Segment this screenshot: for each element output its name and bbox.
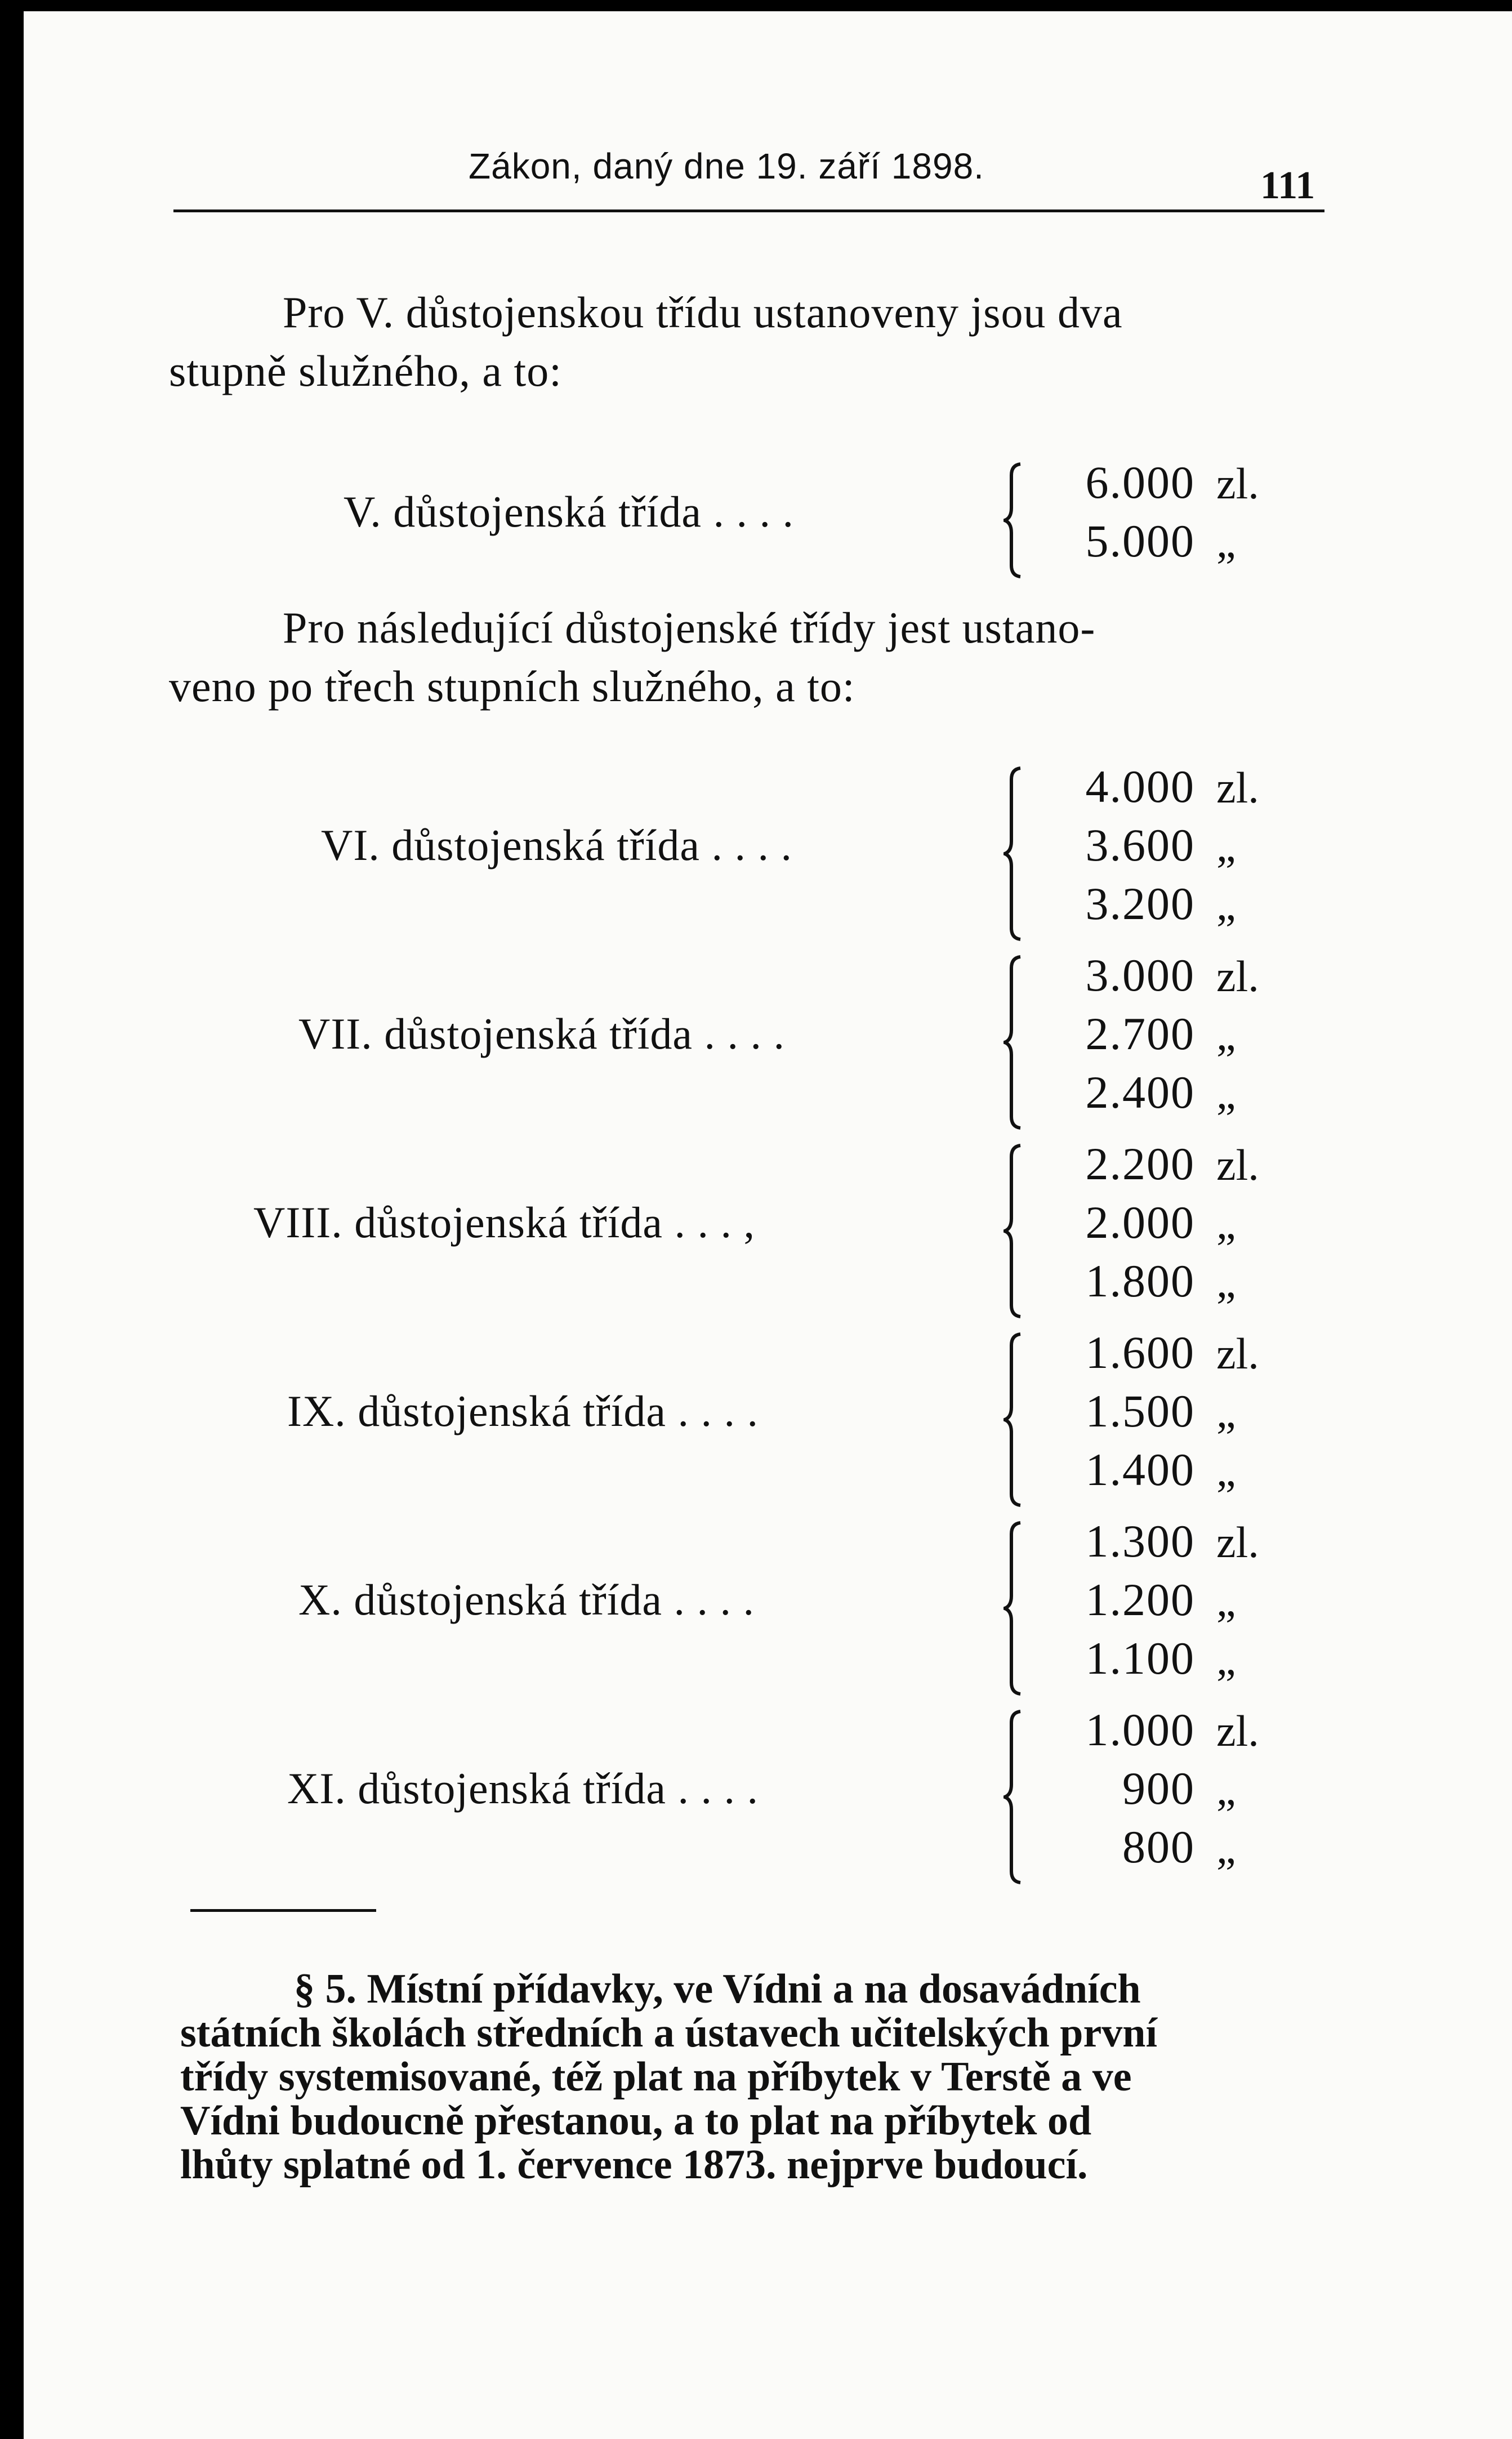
currency-unit: zl. (1216, 459, 1259, 508)
footnote-line: státních školách středních a ústavech učitelských první (180, 2010, 1158, 2056)
page-number: 111 (1260, 164, 1315, 207)
salary-amount: 900 (1122, 1763, 1195, 1814)
class-label: VIII. důstojenská třída . . . , (253, 1198, 755, 1247)
middle-paragraph-line: Pro následující důstojenské třídy jest ustano- (283, 603, 1096, 652)
class-label: V. důstojenská třída . . . . (344, 487, 795, 536)
salary-amount: 1.200 (1085, 1574, 1195, 1625)
currency-unit: „ (1216, 1069, 1236, 1118)
footnote-line: lhůty splatné od 1. července 1873. nejprve budoucí. (180, 2142, 1088, 2188)
currency-unit: zl. (1216, 1706, 1259, 1755)
salary-amount: 6.000 (1085, 457, 1195, 508)
salary-amount: 1.000 (1085, 1704, 1195, 1755)
salary-amount: 1.300 (1085, 1515, 1195, 1567)
currency-unit: „ (1216, 1823, 1236, 1872)
salary-amount: 1.500 (1085, 1385, 1195, 1437)
currency-unit: „ (1216, 1258, 1236, 1307)
salary-amount: 5.000 (1085, 515, 1195, 567)
class-label: IX. důstojenská třída . . . . (287, 1386, 759, 1435)
salary-amount: 2.000 (1085, 1197, 1195, 1248)
currency-unit: „ (1216, 822, 1236, 871)
salary-amount: 4.000 (1085, 761, 1195, 812)
currency-unit: „ (1216, 1388, 1236, 1437)
footnote-line: § 5. Místní přídavky, ve Vídni a na dosavádních (294, 1966, 1141, 2012)
salary-amount: 2.400 (1085, 1067, 1195, 1118)
salary-amount: 2.200 (1085, 1138, 1195, 1189)
brace-icon (1003, 1521, 1026, 1696)
brace-icon (1003, 1332, 1026, 1508)
currency-unit: „ (1216, 1446, 1236, 1495)
header-rule (173, 209, 1324, 212)
footnote-line: třídy systemisované, též plat na příbytek v Terstě a ve (180, 2054, 1132, 2100)
class-label: VI. důstojenská třída . . . . (321, 821, 793, 870)
brace-icon (1003, 462, 1026, 579)
currency-unit: zl. (1216, 1329, 1259, 1378)
salary-amount: 3.600 (1085, 819, 1195, 871)
brace-icon (1003, 766, 1026, 942)
salary-amount: 1.800 (1085, 1255, 1195, 1307)
currency-unit: „ (1216, 1765, 1236, 1814)
footnote-line: Vídni budoucně přestanou, a to plat na příbytek od (180, 2098, 1092, 2144)
class-label: VII. důstojenská třída . . . . (298, 1009, 786, 1058)
currency-unit: zl. (1216, 952, 1259, 1001)
currency-unit: zl. (1216, 1518, 1259, 1567)
currency-unit: „ (1216, 518, 1236, 567)
salary-amount: 3.200 (1085, 878, 1195, 929)
middle-paragraph-line: veno po třech stupních služného, a to: (169, 662, 855, 711)
intro-paragraph-line: stupně služného, a to: (169, 346, 562, 395)
currency-unit: „ (1216, 1199, 1236, 1248)
salary-amount: 800 (1122, 1821, 1195, 1872)
currency-unit: zl. (1216, 1140, 1259, 1189)
brace-icon (1003, 1709, 1026, 1885)
salary-amount: 1.600 (1085, 1327, 1195, 1378)
currency-unit: „ (1216, 1010, 1236, 1059)
salary-amount: 1.100 (1085, 1633, 1195, 1684)
footnote-rule (190, 1909, 376, 1912)
currency-unit: „ (1216, 1576, 1236, 1625)
currency-unit: „ (1216, 1635, 1236, 1684)
salary-amount: 1.400 (1085, 1444, 1195, 1495)
brace-icon (1003, 1143, 1026, 1319)
class-label: X. důstojenská třída . . . . (298, 1575, 755, 1624)
brace-icon (1003, 955, 1026, 1130)
book-page (24, 11, 1512, 2439)
salary-amount: 2.700 (1085, 1008, 1195, 1059)
salary-amount: 3.000 (1085, 949, 1195, 1001)
running-head: Zákon, daný dne 19. září 1898. (469, 146, 984, 186)
currency-unit: „ (1216, 880, 1236, 929)
currency-unit: zl. (1216, 763, 1259, 812)
intro-paragraph-line: Pro V. důstojenskou třídu ustanoveny jsou dva (283, 288, 1123, 337)
class-label: XI. důstojenská třída . . . . (287, 1764, 759, 1813)
